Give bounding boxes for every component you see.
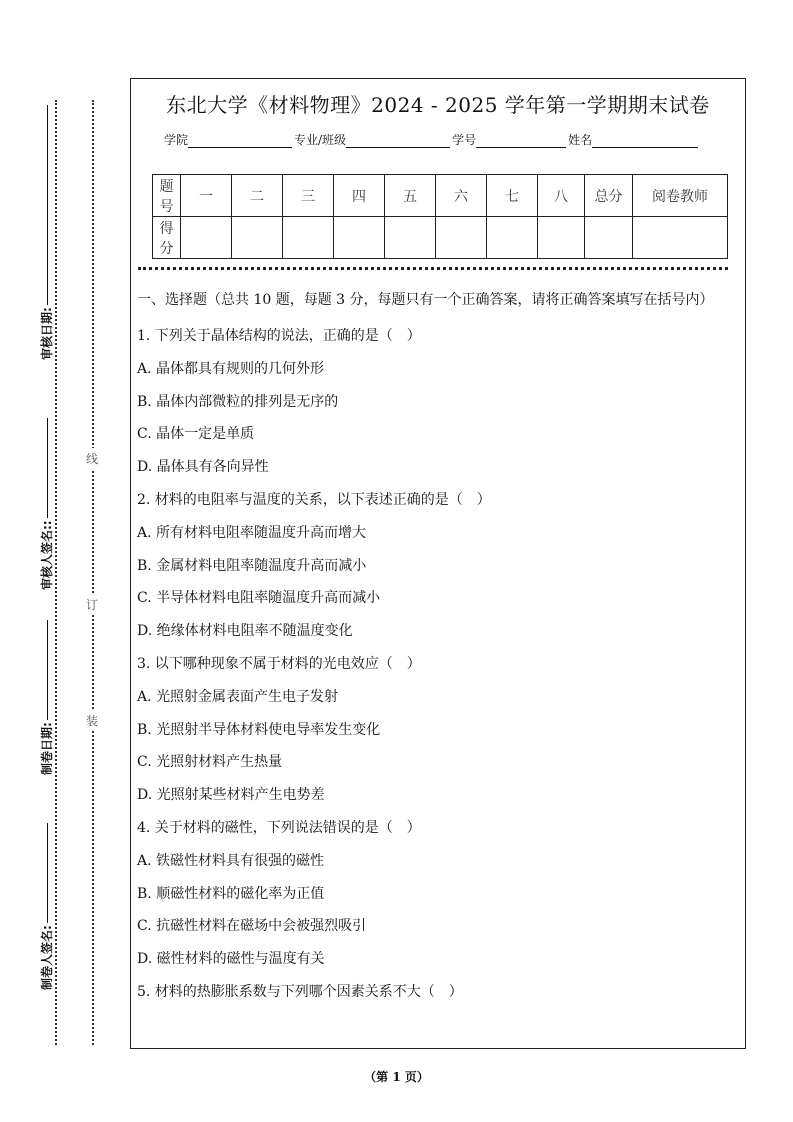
question-stem: 3. 以下哪种现象不属于材料的光电效应（ ） xyxy=(137,655,421,672)
score-cell[interactable] xyxy=(538,217,585,259)
header-cell: 三 xyxy=(283,175,334,217)
score-table xyxy=(152,174,728,259)
separator-dotted-line xyxy=(138,267,728,270)
major-input[interactable] xyxy=(346,133,450,148)
header-cell: 八 xyxy=(538,175,585,217)
table-row xyxy=(153,217,728,259)
answer-option: A. 光照射金属表面产生电子发射 xyxy=(137,688,339,705)
score-cell[interactable] xyxy=(436,217,487,259)
question-section xyxy=(137,289,737,1009)
answer-option: C. 半导体材料电阻率随温度升高而减小 xyxy=(137,590,381,607)
score-cell[interactable] xyxy=(283,217,334,259)
answer-option: D. 光照射某些材料产生电势差 xyxy=(137,787,325,804)
label: 制卷人签名: xyxy=(40,925,54,990)
blank[interactable] xyxy=(47,620,48,720)
student-id-label: 学号 xyxy=(452,133,477,147)
answer-option: B. 金属材料电阻率随温度升高而减小 xyxy=(137,557,367,574)
score-cell[interactable] xyxy=(181,217,232,259)
major-label: 专业/班级 xyxy=(294,133,347,147)
question-stem: 1. 下列关于晶体结构的说法，正确的是（ ） xyxy=(137,328,421,344)
student-info-fields xyxy=(164,131,700,148)
answer-option: D. 绝缘体材料电阻率不随温度变化 xyxy=(137,623,353,640)
page-number: （第 1 页） xyxy=(364,1070,429,1084)
score-cell[interactable] xyxy=(232,217,283,259)
header-cell: 题号 xyxy=(153,175,181,217)
binding-char-bind: 装 xyxy=(86,710,98,731)
score-cell[interactable] xyxy=(633,217,728,259)
margin-dotted-line xyxy=(55,100,57,1045)
score-cell[interactable] xyxy=(334,217,385,259)
blank[interactable] xyxy=(47,418,48,518)
question-stem: 4. 关于材料的磁性，下列说法错误的是（ ） xyxy=(137,819,421,836)
maker-signature-field xyxy=(38,823,55,990)
answer-option: A. 铁磁性材料具有很强的磁性 xyxy=(137,852,325,869)
header-cell: 一 xyxy=(181,175,232,217)
college-input[interactable] xyxy=(188,133,292,148)
answer-option: A. 晶体都具有规则的几何外形 xyxy=(137,360,325,377)
header-cell: 七 xyxy=(487,175,538,217)
score-cell[interactable] xyxy=(385,217,436,259)
answer-option: B. 晶体内部微粒的排列是无序的 xyxy=(137,393,339,410)
header-cell: 二 xyxy=(232,175,283,217)
exam-frame xyxy=(130,78,746,1049)
answer-option: B. 光照射半导体材料使电导率发生变化 xyxy=(137,721,381,738)
answer-option: C. 晶体一定是单质 xyxy=(137,426,255,443)
blank[interactable] xyxy=(47,823,48,923)
score-cell[interactable] xyxy=(585,217,633,259)
answer-option: C. 抗磁性材料在磁场中会被强烈吸引 xyxy=(137,918,367,935)
header-cell: 总分 xyxy=(585,175,633,217)
table-row xyxy=(153,175,728,217)
name-input[interactable] xyxy=(592,133,698,148)
answer-option: B. 顺磁性材料的磁化率为正值 xyxy=(137,885,325,902)
student-id-input[interactable] xyxy=(476,133,566,148)
name-label: 姓名 xyxy=(568,133,593,147)
score-cell[interactable] xyxy=(487,217,538,259)
answer-option: D. 磁性材料的磁性与温度有关 xyxy=(137,951,325,968)
binding-dotted-line xyxy=(92,100,94,1045)
answer-option: A. 所有材料电阻率随温度升高而增大 xyxy=(137,524,367,541)
maker-date-field xyxy=(38,620,55,775)
label: 审核人签名:: xyxy=(40,520,54,590)
reviewer-signature-field xyxy=(38,418,55,590)
header-cell: 六 xyxy=(436,175,487,217)
blank[interactable] xyxy=(47,105,48,305)
exam-title: 东北大学《材料物理》2024 - 2025 学年第一学期期末试卷 xyxy=(166,93,710,117)
header-cell: 五 xyxy=(385,175,436,217)
row-label: 得分 xyxy=(153,217,181,259)
review-date-field xyxy=(38,105,55,360)
binding-char-line: 线 xyxy=(86,448,98,469)
label: 审核日期: xyxy=(40,307,54,360)
question-list xyxy=(137,320,737,1009)
answer-option: C. 光照射材料产生热量 xyxy=(137,754,283,771)
binding-char-staple: 订 xyxy=(86,594,98,615)
header-cell: 阅卷教师 xyxy=(633,175,728,217)
label: 制卷日期: xyxy=(40,722,54,775)
question-stem: 5. 材料的热膨胀系数与下列哪个因素关系不大（ ） xyxy=(137,983,463,1000)
answer-option: D. 晶体具有各向异性 xyxy=(137,459,269,476)
header-cell: 四 xyxy=(334,175,385,217)
question-stem: 2. 材料的电阻率与温度的关系，以下表述正确的是（ ） xyxy=(137,491,491,508)
section-heading: 一、选择题（总共 10 题，每题 3 分，每题只有一个正确答案，请将正确答案填写在括号内） xyxy=(137,292,714,308)
college-label: 学院 xyxy=(164,133,189,147)
